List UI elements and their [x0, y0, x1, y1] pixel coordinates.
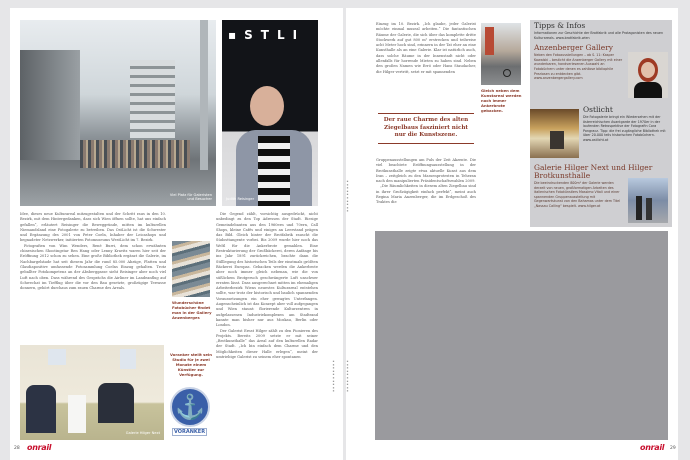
- right-column-bottom: [376, 158, 476, 206]
- page-number-right: 29: [670, 446, 676, 451]
- portrait-photo-caption: Judith Reisinger: [226, 197, 255, 202]
- hilger-text: Die beeindruckenden 800m² der Galerie werden derzeit von neuen, großformatigen Arbeiten des italienischen Fotokünstlers Massimo Vitali und einer spannenden Gruppenausstellung mit Gegenwartskunst von den Bahamas unter dem Titel „Nassau Calling“ bespielt. www.hilger.at: [534, 181, 621, 208]
- pull-quote: [378, 113, 474, 144]
- books-photo: [172, 241, 210, 297]
- gutter-credit-right-2: ▪▪▪▪▪▪▪▪▪▪: [346, 360, 349, 393]
- portrait-photo: ▪STLI Judith Reisinger: [222, 20, 318, 206]
- ostlicht-section: [583, 106, 669, 143]
- hilger-photo: [628, 178, 668, 223]
- paragraph: Gruppenausstellungen am Puls der Zeit Akzente. Die viel beachtete Eröffnungsausstellung in der Brotkunsthalle zeigte etwa aktuelle Kunst aus dem Iran – zeitgleich zu den Massenprotesten in Teheran nach den manipulierten Präsidentschaftswahlen 2009.: [376, 158, 476, 184]
- ostlicht-heading: Ostlicht: [583, 105, 613, 114]
- ostlicht-text: Die Fotogalerie bringt ein Wiedersehen mit der österreichischen Avantgarde der 1970er in der laufenden Retrospektive der Fotografin Cora Pongracz. Tipp: die frei zugängliche Bibliothek mit über 20.000 teils historischen Fotobüchern. www.ostlicht.at: [583, 115, 666, 142]
- left-column-1: [20, 212, 166, 291]
- street-photo-caption: Viel Platz für Galeristen und Besucher: [169, 192, 212, 202]
- grey-placeholder-panel: [375, 231, 668, 440]
- page-number-left: 28: [14, 446, 20, 451]
- books-caption: Wunderschöne Fotobücher findet man in der Gallery Anzenberger.: [172, 300, 212, 320]
- anzenberger-text: Neben den Fotoausstellungen – ab S. 11: Kasper Kowalski – besticht die Anzenberger Gallery mit einer wunderbaren, handverlesenen Auswahl an Fotobüchern unter denen es zahllose bibliophile Preziosen zu entdecken gibt. www.anzenbergergallery.com: [534, 53, 623, 81]
- pull-quote-text: Der raue Charme des alten Ziegelbaus fasziniert nicht nur die Kunstszene.: [383, 117, 469, 139]
- tips-intro: Informationen zur Geschichte der Brotfabrik und alle Protagonisten des neuen Kulturareals. www.brotfabrik.wien: [534, 31, 664, 40]
- right-column-top: Einzug im 10. Bezirk. „Ich glaube, jeder Galerist möchte einmal museal arbeiten.“ Die fantastischen Räume der Galerie, die sich über das komplette dritte Stockwerk auf gut 800 m² erstrecken und teilweise acht Meter hoch sind, erinnern in der Tat eher an eine Kunsthalle als an eine Galerie. Klar ist natürlich auch, dass solche Räume in der Innenstadt nicht oder allenfalls für horrende Mieten zu haben sind. Neben den großen Namen wie Erró oder Hans Staudacher, die Hilger vertritt, setzt er mit spannenden: [376, 22, 476, 74]
- paragraph: Der Galerist Ernst Hilger zählt zu den Pionieren des Projekts. Bereits 2009 setzte er mit seiner „Brotkunsthalle“ das Areal auf den kulturellen Radar der Stadt. „Ich bin einfach dem Charme und den Möglichkeiten dieser Halle erlegen“, meint der umtriebige Galerist zu seinem eher spontanen: [216, 328, 318, 360]
- paragraph: Fotografien von Wim Wenders, René Burri, dem schon erwähnten chinesischen Shootingstar Ren Hang oder Lenny Kravitz waren hier seit der Eröffnung 2012 schon zu sehen. Eine große Bibliothek ergänzt die Galerie, im Nachbargebäude hat seit diesem Jahr die rund 85.000 Abzüge, Platten und Glasdiapositive umfassende Fotosammlung Coelns Einzug gehalten. Trotz geballter Fotokompetenz an der Absberggasse sieht Reisinger aber noch viel Luft nach oben. Dass während des Gesprächs die Airliner im Landeanflug auf Schwechat im Tiefflug über die vor den Bau gesetzte, großzügige Terrasse donnern, gehört durchaus zum rauen Charme des Areals.: [20, 243, 166, 291]
- ostlicht-photo: [530, 109, 579, 158]
- voranker-caption: Voranker stellt sein Studio für je zwei Monate einem Künstler zur Verfügung.: [170, 352, 212, 377]
- onrail-logo-left: onrail: [27, 443, 52, 452]
- gallery-photo-caption: Galerie Hilger Next: [125, 431, 160, 436]
- paragraph: Die Gegend zählt, vorsichtig ausgedrückt, nicht unbedingt zu den Top Adressen der Stadt. Riesige Gemeindebauten aus den 1960ern und 70ern, Call Shops, kleine Cafés und einiges an Leerstand prägen das Bild. Gleich hinter der Brotfabrik rauscht die Südosttangente vorbei. Bis 2009 wurde hier noch das Weltl für die Ankerbrote gemahlen. Eine Restrukturierung der Großbäckerei, deren Anfänge bis ins Jahr 1891 zurückreichen, brachte dann die Stilllegung des historischen Teils der einstmals größten Bäckerei Europas. Gebacken werden die Ankerbrote aber noch immer gleich nebenan, wie die von süßlichem Brotgeruch geschwängerte Luft unschwer erraten lässt. Dass ausgerechnet mitten im ehemaligen Arbeiterbezirk Wiens neuestes Kulturareal entstehen sollte, war trotz der historisch und baulich spannenden Voraussetzungen ein eher gewagtes Unterfangen. Augenscheinlich ist das Konzept aber voll aufgegangen und Wien staunt: florierende Kulturzentren in aufgelassenen Industriekomplexen am Stadtrand kannte man bisher nur aus Moskau, Berlin oder London.: [216, 212, 318, 328]
- paragraph: Idee, dieses neue Kulturareal mitzugestalten und der Schritt raus in den 10. Bezirk, mit dem Hintergedanken, dass sich Wien öffnen sollte, hat uns einfach gefallen“, erläutert Reisinger die Beweggründe, mitten im kulturellen Niemandsland eine Fotogalerie zu betreiben. Das OstLicht ist die Schwester und Ergänzung des 2001 von Peter Coeln, Inhaber der Leicashops und begnadeter Netzwerker, initiierten Fotomuseums WestLicht im 7. Bezirk.: [20, 212, 166, 243]
- hilger-heading: Galerie Hilger Next und Hilger Brotkunsthalle: [534, 163, 653, 180]
- anzenberger-portrait: [628, 52, 668, 98]
- tips-title: Tipps & Infos: [534, 21, 586, 30]
- voranker-anchor-logo: ⚓: [170, 387, 210, 427]
- gutter-credit-left: ▪▪▪▪▪▪▪▪▪▪: [332, 360, 335, 393]
- voranker-wordmark: VORANKER: [174, 429, 206, 435]
- onrail-logo-right: onrail: [640, 443, 665, 452]
- left-column-2: [216, 212, 318, 360]
- paragraph: „Die Räumlichkeiten in diesem alten Ziegelbau sind in ihrer Großzügigkeit einfach perfekt“, meint auch Regina Maria Anzenberger, die im Erdgeschoß des Traktes die: [376, 184, 476, 205]
- gutter-credit-right: ▪▪▪▪▪▪▪▪▪▪: [346, 180, 349, 213]
- bakery-photo-caption: Gleich neben dem Kunstareal werden noch immer Ankerbrote gebacken.: [481, 88, 522, 113]
- street-photo: [20, 20, 216, 206]
- anzenberger-heading: Anzenberger Gallery: [534, 43, 614, 53]
- gallery-photo: [20, 345, 164, 440]
- bakery-street-photo: [481, 23, 521, 85]
